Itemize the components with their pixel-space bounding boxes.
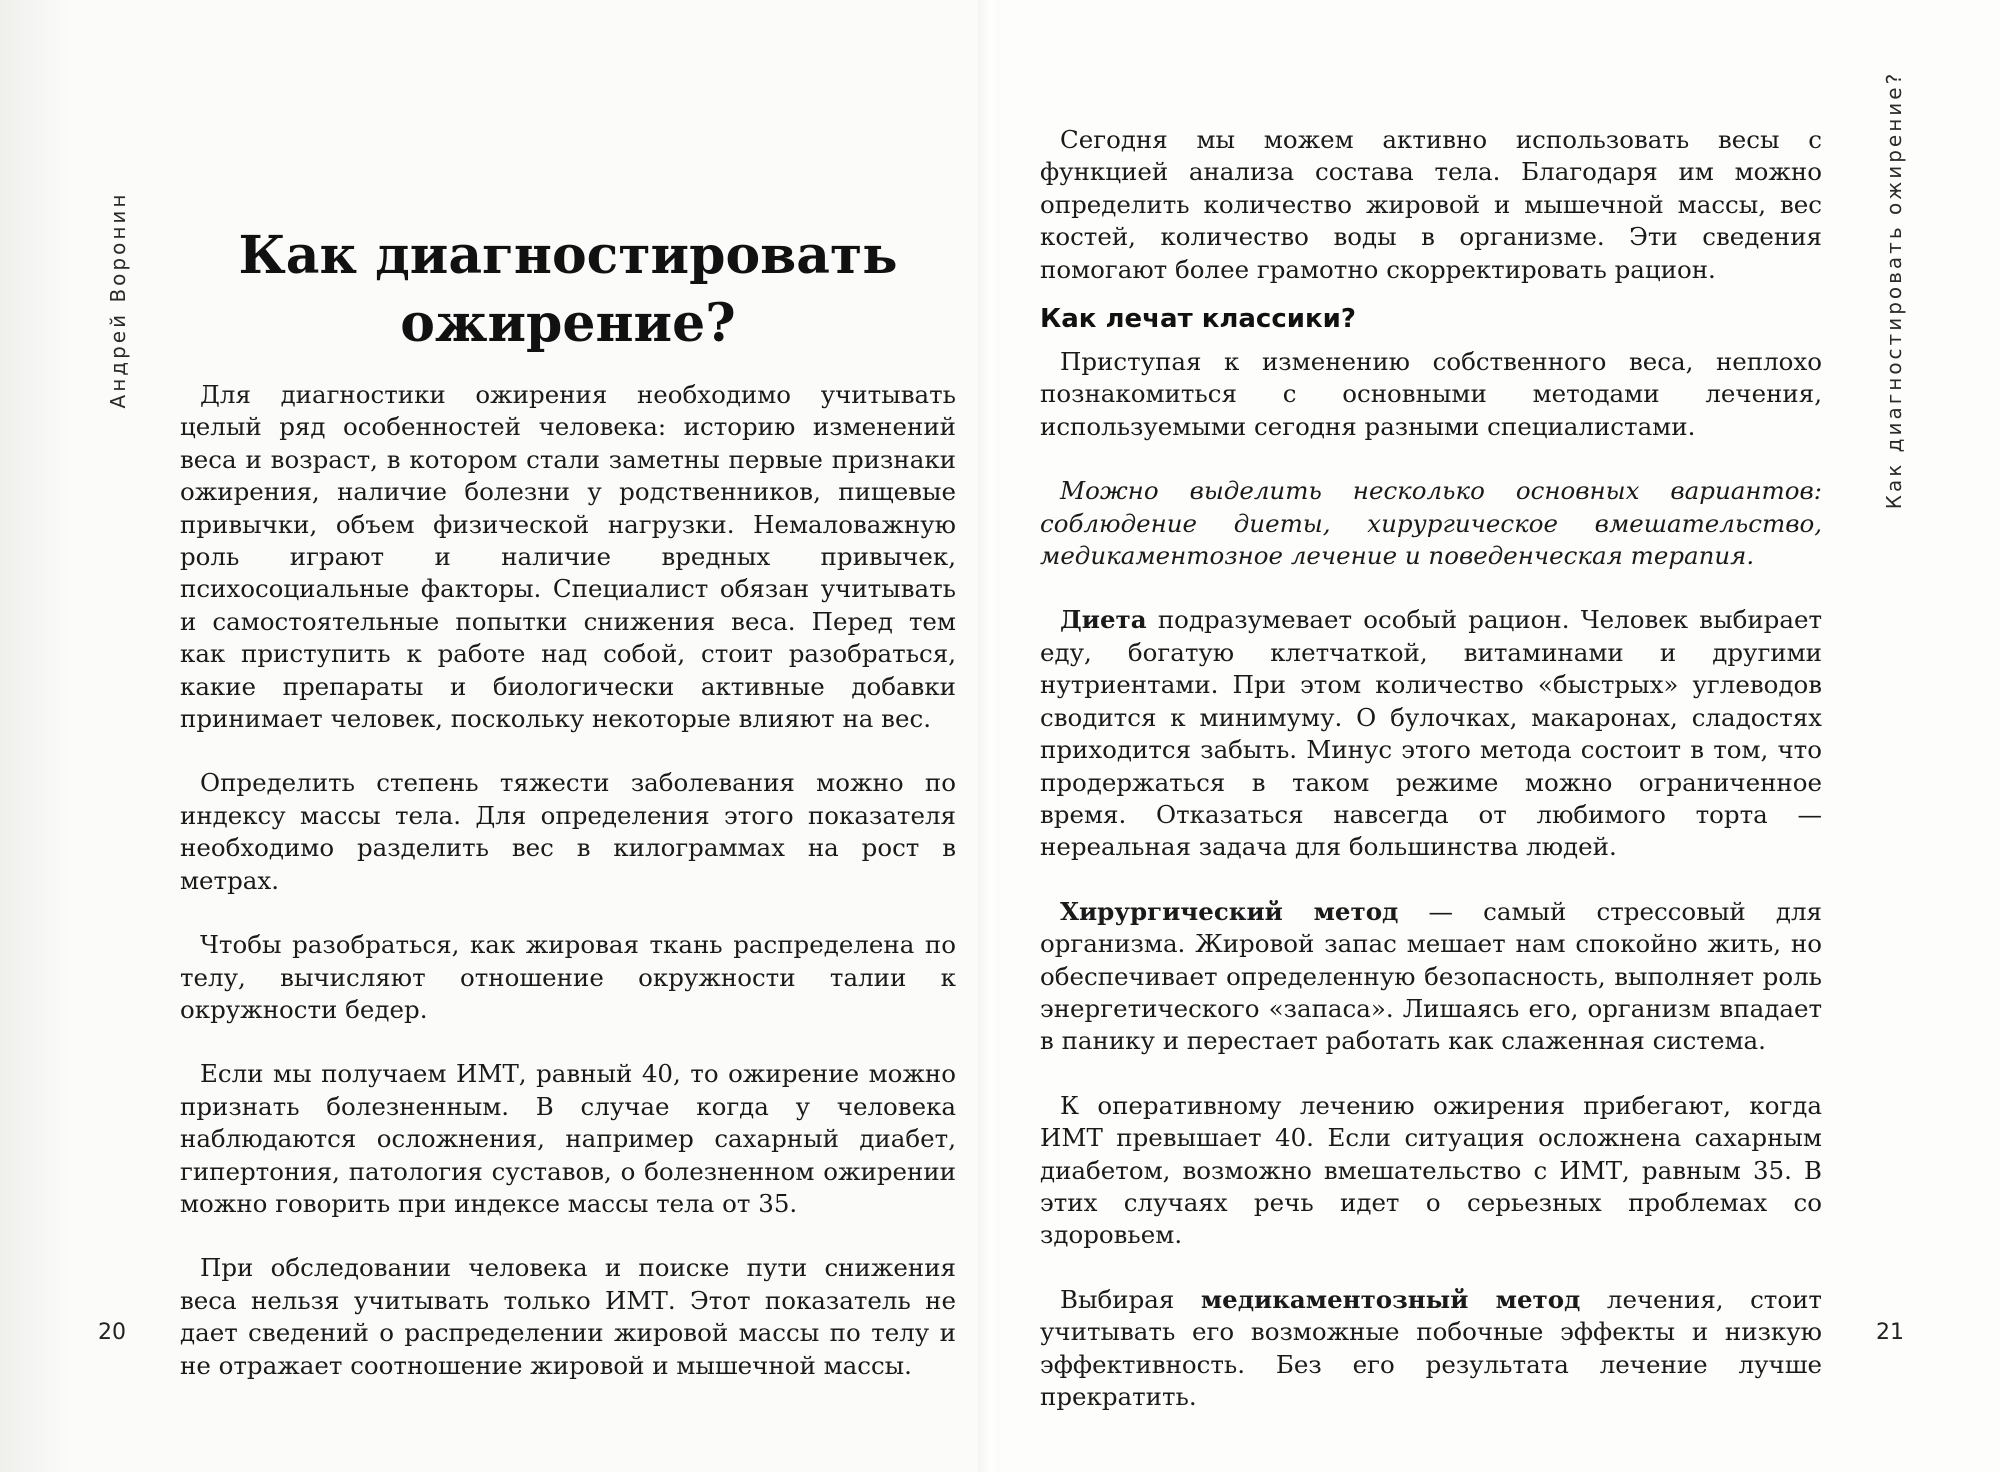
paragraph: Для диагностики ожирения необходимо учитывать целый ряд особенностей человека: историю изменений веса и возраст, в котором стали заметны первые признаки ожирения, наличие болезни у родственников, пищевые привычки, объем физической нагрузки. Немаловажную роль играют и наличие вредных привычек, психосоциальные факторы. Специалист обязан учитывать и самостоятельные попытки снижения веса. Перед тем как приступить к работе над собой, стоит разобраться, какие препараты и биологически активные добавки принимает человек, поскольку некоторые влияют на вес. (180, 380, 956, 734)
paragraph-text: Выбирая (1060, 1284, 1201, 1314)
paragraph-surgical (1040, 896, 1822, 1058)
paragraph: При обследовании человека и поиске пути снижения веса нельзя учитывать только ИМТ. Этот показатель не дает сведений о распределении жировой массы по телу и не отражает соотношение жировой и мышечной массы. (180, 1253, 956, 1380)
paragraph: Определить степень тяжести заболевания можно по индексу массы тела. Для определения этого показателя необходимо разделить вес в килограммах на рост в метрах. (180, 768, 956, 895)
paragraph-text: — самый стрессовый для организма. Жировой запас мешает нам спокойно жить, но обеспечивает определенную безопасность, выполняет роль энергетического «запаса». Лишаясь его, организм впадает в панику и перестает работать как слаженная система. (1040, 896, 1822, 1056)
right-text-column (1040, 124, 1822, 1445)
section-heading: Как лечат классики? (1040, 304, 1356, 335)
bold-term: Хирургический метод (1060, 896, 1399, 926)
paragraph: Если мы получаем ИМТ, равный 40, то ожирение можно признать болезненным. В случае когда у человека наблюдаются осложнения, например сахарный диабет, гипертония, патология суставов, о болезненном ожирении можно говорить при индексе массы тела от 35. (180, 1059, 956, 1218)
left-running-head: Андрей Воронин (106, 191, 130, 409)
right-running-head: Как диагностировать ожирение? (1882, 70, 1906, 510)
paragraph: Приступая к изменению собственного веса, неплохо познакомиться с основными методами лечения, используемыми сегодня разными специалистами. (1040, 347, 1822, 441)
paragraph: Сегодня мы можем активно использовать весы с функцией анализа состава тела. Благодаря им можно определить количество жировой и мышечной массы, вес костей, количество воды в организме. Эти сведения помогают более грамотно скорректировать рацион. (1040, 125, 1822, 284)
page-edge-shade (0, 0, 70, 1472)
right-page-number: 21 (1876, 1320, 1904, 1345)
chapter-title: Как диагностировать ожирение? (238, 225, 898, 354)
paragraph-text: подразумевает особый рацион. Человек выбирает еду, богатую клетчаткой, витаминами и другими нутриентами. При этом количество «быстрых» углеводов сводится к минимуму. О булочках, макаронах, сладостях приходится забыть. Минус этого метода состоит в том, что продержаться в таком режиме можно ограниченное время. Отказаться навсегда от любимого торта — нереальная задача для большинства людей. (1040, 605, 1822, 862)
paragraph-text: лечения, стоит учитывать его возможные побочные эффекты и низкую эффективность. Без его результата лечение лучше прекратить. (1040, 1284, 1822, 1411)
bold-term: Диета (1060, 605, 1147, 635)
paragraph: Чтобы разобраться, как жировая ткань распределена по телу, вычисляют отношение окружности талии к окружности бедер. (180, 930, 956, 1024)
left-text-column (180, 379, 956, 1414)
paragraph: К оперативному лечению ожирения прибегают, когда ИМТ превышает 40. Если ситуация осложнена сахарным диабетом, возможно вмешательство с ИМТ, равным 35. В этих случаях речь идет о серьезных проблемах со здоровьем. (1040, 1090, 1822, 1250)
paragraph-diet (1040, 604, 1822, 863)
italic-paragraph: Можно выделить несколько основных вариантов: соблюдение диеты, хирургическое вмешательство, медикаментозное лечение и поведенческая терапия. (1040, 476, 1822, 571)
paragraph-medication (1040, 1284, 1822, 1414)
left-page-number: 20 (98, 1320, 126, 1345)
bold-term: медикаментозный метод (1200, 1284, 1581, 1314)
